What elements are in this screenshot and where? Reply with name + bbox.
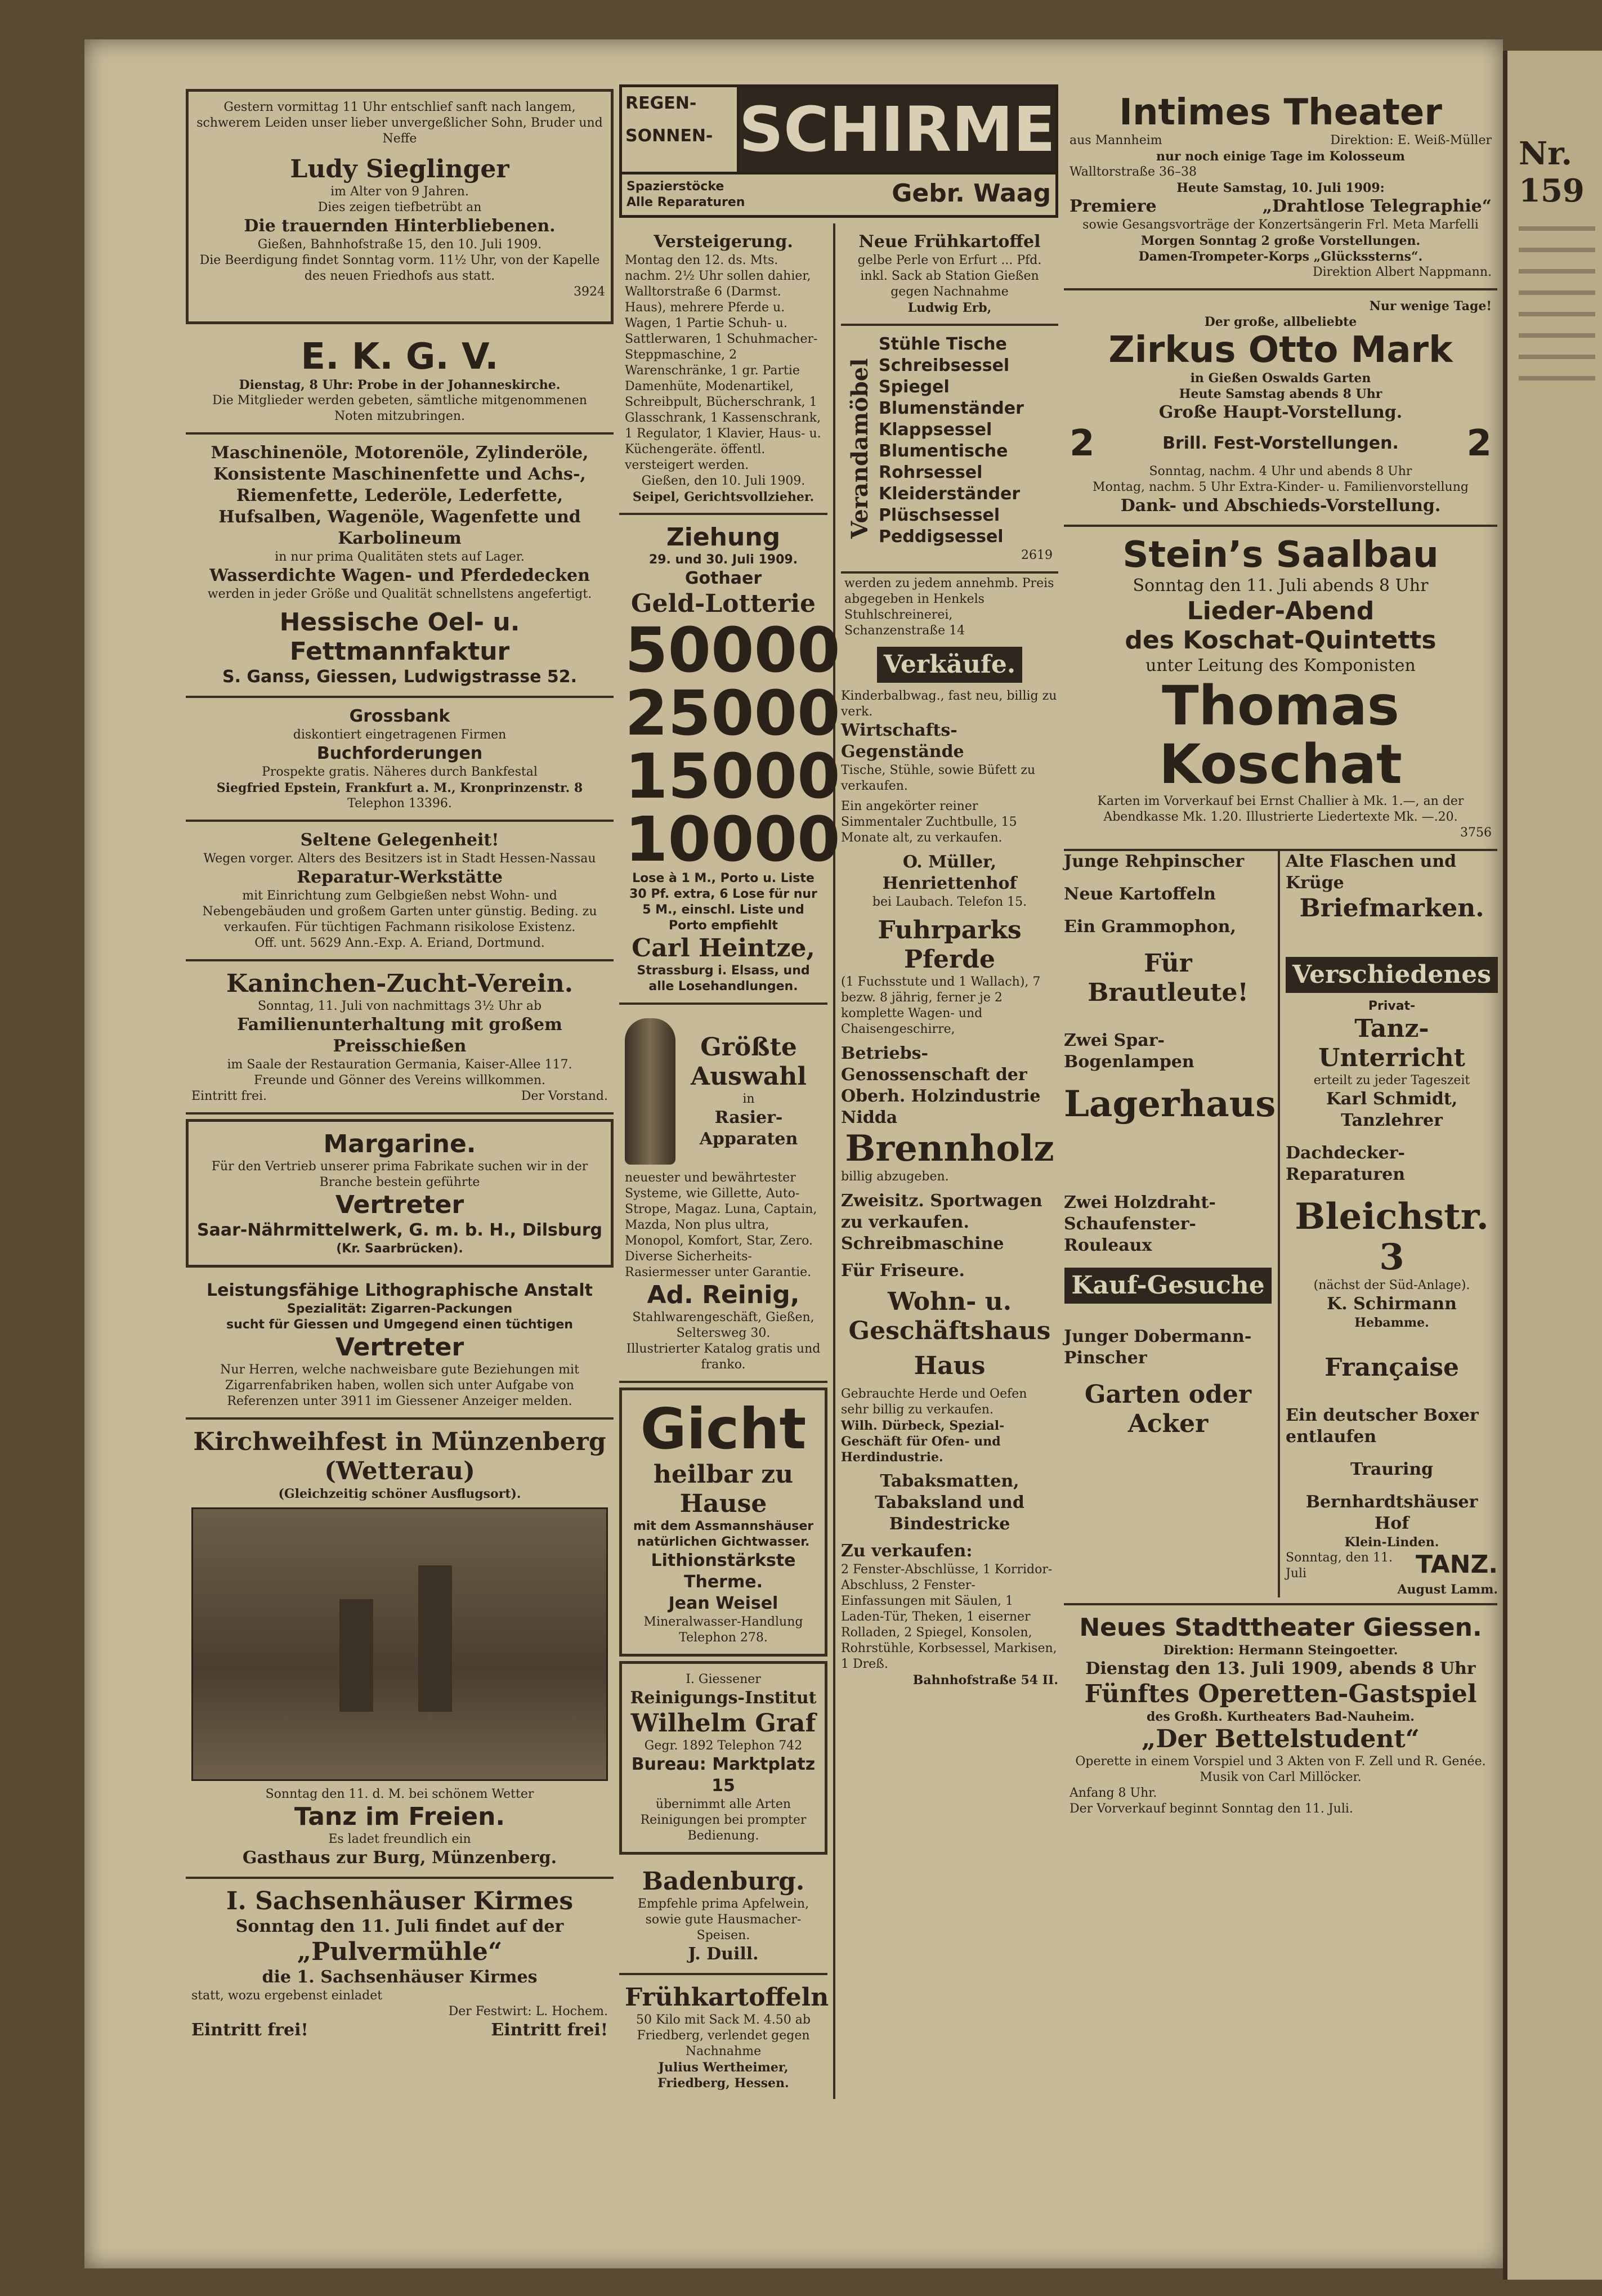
theater-l1: aus Mannheim [1070,133,1162,147]
bank-l3: Siegfried Epstein, Frankfurt a. M., Kronprinzenstr. 8 [216,781,583,795]
lottery-dates: 29. und 30. Juli 1909. [648,553,798,567]
stadt-l5: Der Vorverkauf beginnt Sonntag den 11. Juli. [1070,1802,1353,1816]
rein-name: Wilhelm Graf [630,1709,816,1738]
razor-title: Größte Auswahl [691,1033,807,1091]
column-2 [619,84,1058,2099]
fruh-title: Frühkartoffeln [625,1983,829,2012]
furniture-item-8: Plüschsessel [879,505,1000,525]
stadt-l3: Operette in einem Vorspiel und 3 Akten von F. Zell und R. Genée. Musik von Carl Millöcker. [1075,1755,1486,1784]
saalbau-l3: Karten im Vorverkauf bei Ernst Challier à Mk. 1.—, an der Abendkasse Mk. 1.20. Illustrierte Liedertexte Mk. —.20. [1097,794,1464,824]
saalbau-title2: Lieder-Abend [1187,597,1375,625]
schirme-big: SCHIRME [739,87,1055,172]
bank-l1: diskontiert eingetragenen Firmen [293,728,507,742]
marg-l1: Für den Vertrieb unserer prima Fabrikate suchen wir in der Branche bestein geführte [211,1160,588,1189]
briefmarken-title: Briefmarken. [1299,894,1484,923]
kirmes-l2: die 1. Sachsenhäuser Kirmes [262,1967,538,1987]
rehpinscher-title: Junge Rehpinscher [1064,852,1245,871]
rein-l2: Gegr. 1892 Telephon 742 [644,1739,803,1753]
theater-ad [1064,84,1497,290]
herde-line: Gebrauchte Herde und Oefen sehr billig zu verkaufen. [841,1387,1027,1417]
tanz-title: Tanz-Unterricht [1318,1014,1465,1072]
furniture-item-2: Spiegel [879,377,950,397]
schirme-top: REGEN- [625,93,697,113]
kirmes-l1: Sonntag den 11. Juli findet auf der [235,1917,564,1936]
tanz-l2: erteilt zu jeder Tageszeit [1313,1073,1470,1087]
rabbit-ad [186,961,614,1115]
tanz-l1: Privat- [1368,999,1416,1013]
bank-ad [186,698,614,822]
oil-ad [186,435,614,698]
column-3 [1064,84,1497,1825]
adjacent-page-edge [1503,51,1602,2280]
auction-sign: Seipel, Gerichtsvollzieher. [632,490,815,504]
rabbit-l2: im Saale der Restauration Germania, Kaiser-Allee 117. [227,1058,572,1072]
stadt-title2: Fünftes Operetten-Gastspiel [1084,1680,1477,1708]
fruh-l1: 50 Kilo mit Sack M. 4.50 ab Friedberg, verlendet gegen Nachnahme [636,2013,811,2058]
schreib-title: Schreibmaschine [841,1234,1004,1254]
kirch-l1: Es ladet freundlich ein [328,1832,471,1846]
stadttheater-ad [1064,1603,1497,1825]
obit-code: 3924 [574,285,605,299]
theater-l6: sowie Gesangsvorträge der Konzertsängerin Frl. Meta Marfelli [1082,218,1479,232]
theater-l3: nur noch einige Tage im Kolosseum [1156,149,1405,164]
baden-l1: Empfehle prima Apfelwein, sowie gute Hausmacher-Speisen. [637,1897,809,1943]
tabak-title: Tabaksmatten, Tabaksland und Bindestricke [875,1471,1024,1534]
oil-addr: S. Ganss, Giessen, Ludwigstrasse 52. [222,667,578,687]
sport-title: Zweisitz. Sportwagen zu verkaufen. [841,1191,1042,1232]
bogenlampen-title: Zwei Spar-Bogenlampen [1064,1031,1194,1072]
saalbau-name: Thomas Koschat [1159,674,1402,796]
bank-title: Grossbank [349,706,450,726]
ekgv-title: E. K. G. V. [301,336,499,378]
ekgv-line1: Dienstag, 8 Uhr: Probe in der Johanneskirche. [239,378,561,392]
razor-ad [619,1005,827,1383]
marg-l2: Saar-Nährmittelwerk, G. m. b. H., Dilsburg [197,1220,602,1240]
repair-title2: Reparatur-Werkstätte [297,867,503,887]
kirch-dance: Tanz im Freien. [294,1802,505,1831]
bernhard-title: Bernhardtshäuser Hof [1305,1492,1478,1533]
theater-l5: Heute Samstag, 10. Juli 1909: [1176,181,1385,195]
bulle-ad: Ein angekörter reiner Simmentaler Zuchtbulle, 15 Monate alt, zu verkaufen. [841,799,1017,845]
obit-intro: Gestern vormittag 11 Uhr entschlief sanft nach langem, schwerem Leiden unser lieber unvergeßlicher Sohn, Bruder und Neffe [196,100,603,146]
theater-l2: Direktion: E. Weiß-Müller [1330,133,1492,147]
auction-place: Gießen, den 10. Juli 1909. [641,474,806,488]
saalbau-title3: des Koschat-Quintetts [1125,626,1437,655]
litho-ad [186,1272,614,1420]
lottery-n4: 10000 [625,803,840,875]
furniture-item-7: Kleiderständer [879,484,1021,504]
litho-title: Leistungsfähige Lithographische Anstalt [207,1281,593,1300]
potato-title: Neue Frühkartoffel [858,232,1041,252]
boxer-title: Ein deutscher Boxer entlaufen [1286,1406,1479,1447]
adjacent-page-number: Nr. 159 [1519,135,1585,209]
saalbau-code: 3756 [1460,826,1492,840]
furniture-item-6: Rohrsessel [879,463,983,482]
kirmes-l3: statt, wozu ergebenst einladet [191,1989,383,2003]
fuhrpark-title: Fuhrparks [878,916,1022,945]
repair-l1: Wegen vorger. Alters des Besitzers ist in Stadt Hessen-Nassau [203,852,596,866]
furniture-foot: werden zu jedem annehmb. Preis abgegeben in Henkels Stuhlschreinerei, Schanzenstraße 14 [844,576,1054,638]
marg-l3: (Kr. Saarbrücken). [336,1242,463,1256]
rein-l3: Bureau: Marktplatz 15 [631,1755,816,1796]
bank-l2: Prospekte gratis. Näheres durch Bankfestal [262,765,538,779]
grammophon-title: Ein Grammophon, [1064,917,1236,937]
schirme-ad [619,84,1058,174]
zirkus-title4: Dank- und Abschieds-Vorstellung. [1120,496,1441,516]
dachdecker-title: Dachdecker-Reparaturen [1286,1143,1406,1184]
obit-notice: Dies zeigen tiefbetrübt an [317,200,482,214]
kirmes-foot-right: Eintritt frei! [491,2020,608,2040]
text-line [1519,333,1595,338]
zirkus-l2: Der große, allbeliebte [1204,315,1357,329]
badenburg-ad [619,1859,827,1975]
repair-title: Seltene Gelegenheit! [300,830,499,850]
bernhard-tanz: TANZ. [1415,1550,1498,1579]
lottery-title: Ziehung [666,523,781,552]
bernhard-line: Sonntag, den 11. Juli [1286,1551,1393,1581]
bank-l4: Telephon 13396. [347,796,452,811]
razor-sub1: in [742,1092,755,1106]
friseur-title: Für Friseure. [841,1261,965,1281]
kirmes-title2: „Pulvermühle“ [297,1937,503,1966]
kinder-ad: Kinderbalbwag., fast neu, billig zu verk. [841,689,1057,719]
zirkus-l1: Nur wenige Tage! [1369,299,1492,314]
column-1 [186,84,614,2049]
razor-firm: Ad. Reinig, [647,1281,800,1309]
schirme-l2: Alle Reparaturen [627,195,745,209]
kirch-sub: (Gleichzeitig schöner Ausflugsort). [278,1487,521,1501]
rabbit-l3: Freunde und Gönner des Vereins willkommen. [253,1073,546,1087]
razor-text: neuester und bewährtester Systeme, wie Gillette, Auto-Strope, Magaz. Luna, Captain, Mazda, Non plus ultra, Monopol, Komfort, Star, Zero. Diverse Sicherheits-Rasiermesser unter Garantie. [625,1171,817,1279]
lottery-addr: Strassburg i. Elsass, und alle Losehandlungen. [637,964,810,993]
marg-title2: Vertreter [335,1190,464,1219]
theater-l4: Walltorstraße 36–38 [1070,165,1197,179]
gicht-title: Gicht [640,1396,807,1462]
stadt-l4: Anfang 8 Uhr. [1070,1786,1157,1800]
litho-l2: sucht für Giessen und Umgegend einen tüchtigen [226,1318,573,1332]
verkaufen-addr: Bahnhofstraße 54 II. [912,1673,1058,1688]
zirkus-l6: Montag, nachm. 5 Uhr Extra-Kinder- u. Familienvorstellung [1093,480,1469,494]
furniture-side: Verandamöbel [847,358,873,539]
tower-left [339,1599,373,1712]
razor-sub2: Rasier-Apparaten [699,1108,798,1149]
furniture-item-5: Blumentische [879,441,1008,461]
kirmes-ad [186,1879,614,2049]
herde-firm: Wilh. Dürbeck, Spezial-Geschäft für Ofen- und Herdindustrie. [841,1418,1005,1465]
furniture-item-4: Klappsessel [879,420,992,440]
marg-title: Margarine. [323,1130,476,1158]
oil-text: Maschinenöle, Motorenöle, Zylinderöle, Konsistente Maschinenfette und Achs-, Riemenfette, Lederöle, Lederfette, Hufsalben, Wagenöle, Wagenfette und Karbolineum [211,443,589,548]
rein-l1: I. Giessener [686,1672,761,1686]
obit-name: Ludy Sieglinger [290,155,509,183]
fruh-ad [619,1975,827,2099]
saalbau-ad [1064,527,1497,851]
bleich-sub: (nächst der Süd-Anlage). [1313,1278,1470,1292]
schirme-l1: Spazierstöcke [627,180,724,194]
haus-title: Haus [914,1351,986,1380]
lottery-firm: Carl Heintze, [632,934,815,963]
gicht-firm: Jean Weisel [668,1594,778,1613]
auction-ad [619,223,827,515]
stadt-dir: Direktion: Hermann Steingoetter. [1163,1643,1398,1658]
razor-foot: Illustrierter Katalog gratis und franko. [626,1342,821,1372]
furniture-item-9: Peddigsessel [879,527,1004,547]
oil-sub: in nur prima Qualitäten stets auf Lager. [275,550,525,564]
stadt-l2: des Großh. Kurtheaters Bad-Nauheim. [1147,1709,1415,1724]
zirkus-l5: Sonntag, nachm. 4 Uhr und abends 8 Uhr [1149,464,1412,478]
dobermann-title: Junger Dobermann-Pinscher [1064,1327,1252,1368]
repair-ad [186,822,614,961]
repair-l2: mit Einrichtung zum Gelbgießen nebst Wohn- und Nebengebäuden und großem Garten unter günstig. Beding. zu verkaufen. Für tüchtigen Fachmann risikolose Existenz. [202,889,597,934]
obit-place: Gießen, Bahnhofstraße 15, den 10. Juli 1909. [257,238,542,252]
bank-title2: Buchforderungen [316,744,483,763]
litho-l3: Nur Herren, welche nachweisbare gute Beziehungen mit Zigarrenfabriken haben, wollen sich unter Aufgabe von Referenzen unter 3911 im Giessener Anzeiger melden. [220,1363,579,1408]
rein-l4: übernimmt alle Arten Reinigungen bei prompter Bedienung. [640,1797,807,1843]
stadt-title3: „Der Bettelstudent“ [1142,1725,1420,1753]
wirtschaft-line: Tische, Stühle, sowie Büfett zu verkaufen. [841,763,1036,793]
rabbit-title2: Familienunterhaltung mit großem Preisschießen [237,1015,562,1056]
lottery-n2: 25000 [625,677,840,749]
potato-sign: Ludwig Erb, [907,301,992,315]
gicht-ad [619,1388,827,1657]
lottery-n3: 15000 [625,740,840,812]
saalbau-title: Stein’s Saalbau [1122,534,1439,576]
tower-right [418,1565,452,1712]
bernhard-sub: Klein-Linden. [1344,1535,1439,1550]
verkaeufe-header: Verkäufe. [877,647,1023,683]
verkaufen-title: Zu verkaufen: [841,1541,973,1561]
gicht-title3: Lithionstärkste Therme. [651,1551,796,1592]
zirkus-l3: in Gießen Oswalds Garten [1190,371,1371,386]
zirkus-n-right: 2 [1466,423,1492,464]
theater-play: „Drahtlose Telegraphie“ [1262,196,1492,216]
bleich-title: Bleichstr. 3 [1295,1196,1489,1278]
rein-title: Reinigungs-Institut [630,1688,817,1708]
zirkus-ad [1064,290,1497,527]
obit-age: im Alter von 9 Jahren. [330,185,469,199]
bleich-name: K. Schirmann [1327,1294,1457,1314]
theater-l7: Morgen Sonntag 2 große Vorstellungen. [1140,234,1421,248]
brautleute-title: Für Brautleute! [1088,949,1249,1007]
obituary-ad [186,89,614,324]
rabbit-foot-left: Eintritt frei. [191,1089,267,1103]
zirkus-title2: Große Haupt-Vorstellung. [1158,402,1403,422]
kaufgesuche-header: Kauf-Gesuche [1064,1268,1271,1304]
ekgv-line2: Die Mitglieder werden gebeten, sämtliche mitgenommenen Noten mitzubringen. [212,393,587,423]
obit-mourners: Die trauernden Hinterbliebenen. [244,216,556,236]
litho-title2: Vertreter [335,1333,464,1362]
baden-title: Badenburg. [642,1867,805,1896]
zirkus-n-left: 2 [1070,423,1095,464]
auction-title: Versteigerung. [654,232,793,252]
stadt-l1: Dienstag den 13. Juli 1909, abends 8 Uhr [1085,1659,1476,1679]
schirme-bot: SONNEN- [625,126,713,146]
text-line [1519,290,1595,295]
text-line [1519,376,1595,381]
potato-text: gelbe Perle von Erfurt ... Pfd. inkl. Sack ab Station Gießen gegen Nachnahme [857,253,1042,299]
kartoffeln-title: Neue Kartoffeln [1064,884,1216,904]
brennholz-title: Brennholz [845,1127,1054,1170]
potato-ad [841,223,1058,326]
litho-l1: Spezialität: Zigarren-Packungen [287,1302,513,1316]
saalbau-l2: unter Leitung des Komponisten [1145,656,1416,675]
obit-burial: Die Beerdigung findet Sonntag vorm. 11½ Uhr, von der Kapelle des neuen Friedhofs aus statt. [199,253,600,283]
furniture-item-0: Stühle Tische [879,334,1007,354]
shaving-brush-illustration [625,1018,675,1165]
text-line [1519,312,1595,316]
zirkus-l4: Heute Samstag abends 8 Uhr [1179,387,1382,401]
kirmes-foot-left: Eintritt frei! [191,2020,308,2040]
theater-prem: Premiere [1070,196,1157,216]
reinigung-ad [619,1661,827,1855]
verschiedenes-header: Verschiedenes [1286,957,1498,993]
furniture-ad [841,326,1058,574]
auction-text: Montag den 12. ds. Mts. nachm. 2½ Uhr sollen dahier, Walltorstraße 6 (Darmst. Haus), mehrere Pferde u. Wagen, 1 Partie Schuh- u. Sattlerwaren, 1 Schuhmacher-Steppmaschine, 2 Warenschränke, 1 gr. Partie Damenhüte, Modenartikel, Schreibpult, Bücherschrank, 1 Glasschrank, 1 Kassenschrank, 1 Regulator, 1 Klavier, Haus- u. Küchengeräte. öffentl. versteigert werden. [625,253,821,472]
mueller-title: O. Müller, Henriettenhof [882,852,1017,893]
zirkus-title3: Brill. Fest-Vorstellungen. [1162,433,1399,453]
bernhard-sign: August Lamm. [1397,1582,1498,1597]
text-line [1519,226,1595,231]
text-line [1519,248,1595,252]
rabbit-l1: Sonntag, 11. Juli von nachmittags 3½ Uhr ab [257,999,542,1013]
schaufenster-title: Zwei Holzdraht-Schaufenster-Rouleaux [1064,1193,1216,1255]
stadt-title: Neues Stadttheater Giessen. [1079,1613,1482,1642]
theater-sign: Direktion Albert Nappmann. [1312,265,1492,279]
baden-sign: J. Duill. [688,1944,759,1964]
lottery-name2: Geld-Lotterie [630,589,816,618]
razor-firm-sub: Stahlwarengeschäft, Gießen, Seltersweg 30. [632,1310,815,1340]
text-line [1519,269,1595,274]
lottery-ad [619,515,840,1005]
zirkus-title: Zirkus Otto Mark [1108,329,1453,371]
flaschen-title: Alte Flaschen und Krüge [1286,852,1457,893]
schirme-firm: Gebr. Waag [892,179,1051,208]
tanz-name: Karl Schmidt, Tanzlehrer [1326,1089,1458,1130]
mueller-sub: bei Laubach. Telefon 15. [872,895,1027,909]
oil-sub2: werden in jeder Größe und Qualität schnellstens angefertigt. [207,587,592,601]
rabbit-title: Kaninchen-Zucht-Verein. [226,969,574,998]
theater-title: Intimes Theater [1119,92,1442,133]
saalbau-l1: Sonntag den 11. Juli abends 8 Uhr [1133,576,1429,596]
ekgv-ad [186,329,614,435]
pferde-line: (1 Fuchsstute und 1 Wallach), 7 bezw. 8 jährig, ferner je 2 komplette Wagen- und Chaisengeschirre, [841,975,1041,1036]
lottery-price: Lose à 1 M., Porto u. Liste 30 Pf. extra, 6 Lose für nur 5 M., einschl. Liste und Porto empfiehlt [629,871,817,933]
brennholz-line: billig abzugeben. [841,1170,949,1184]
theater-l8: Damen-Trompeter-Korps „Glückssterns“. [1138,249,1423,264]
garten-title: Garten oder Acker [1084,1380,1252,1438]
gicht-sub: mit dem Assmannshäuser natürlichen Gichtwasser. [633,1519,814,1549]
lottery-name1: Gothaer [684,569,762,588]
oil-firm: Hessische Oel- u. Fettmannfaktur [279,608,520,666]
wirtschaft-title: Wirtschafts-Gegenstände [841,720,964,762]
furniture-item-1: Schreibsessel [879,356,1010,375]
kirmes-title: I. Sachsenhäuser Kirmes [226,1887,574,1915]
schirme-footer [619,174,1058,218]
oil-text2: Wasserdichte Wagen- und Pferdedecken [209,566,590,585]
francaise-title: Française [1324,1353,1459,1382]
kirmes-l4: Der Festwirt: L. Hochem. [448,2004,608,2018]
kirch-title: Kirchweihfest in Münzenberg (Wetterau) [193,1427,606,1485]
kirchweih-ad [186,1420,614,1879]
verkaufen-line: 2 Fenster-Abschlüsse, 1 Korridor-Abschluss, 2 Fenster-Einfassungen mit Säulen, 1 Laden-Tür, Theken, 1 eiserner Rolladen, 2 Spiegel, Konsolen, Rohrstühle, Korbsessel, Markisen, 1 Dreß. [841,1563,1057,1671]
trauring-title: Trauring [1350,1460,1434,1479]
furniture-code: 2619 [1021,548,1053,562]
holz-title: Betriebs-Genossenschaft der Oberh. Holzindustrie Nidda [841,1044,1041,1127]
margarine-ad [186,1119,614,1268]
fruh-sign: Julius Wertheimer, Friedberg, Hessen. [657,2060,789,2091]
kirch-caption: Sonntag den 11. d. M. bei schönem Wetter [265,1787,534,1801]
gicht-firm-sub: Mineralwasser-Handlung Telephon 278. [643,1615,803,1645]
lottery-n1: 50000 [625,614,840,686]
wohn-title: Wohn- u. Geschäftshaus [848,1287,1051,1345]
lagerhaus-title: Lagerhaus [1064,1083,1276,1125]
bleich-role: Hebamme. [1354,1315,1429,1330]
furniture-item-3: Blumenständer [879,399,1024,418]
rabbit-foot-right: Der Vorstand. [521,1089,608,1103]
gicht-title2: heilbar zu Hause [653,1460,794,1518]
repair-l3: Off. unt. 5629 Ann.-Exp. A. Eriand, Dortmund. [254,936,545,950]
kirch-l2: Gasthaus zur Burg, Münzenberg. [242,1848,557,1868]
muenzenberg-illustration [191,1507,608,1781]
pferde-title: Pferde [904,945,995,974]
text-line [1519,355,1595,359]
